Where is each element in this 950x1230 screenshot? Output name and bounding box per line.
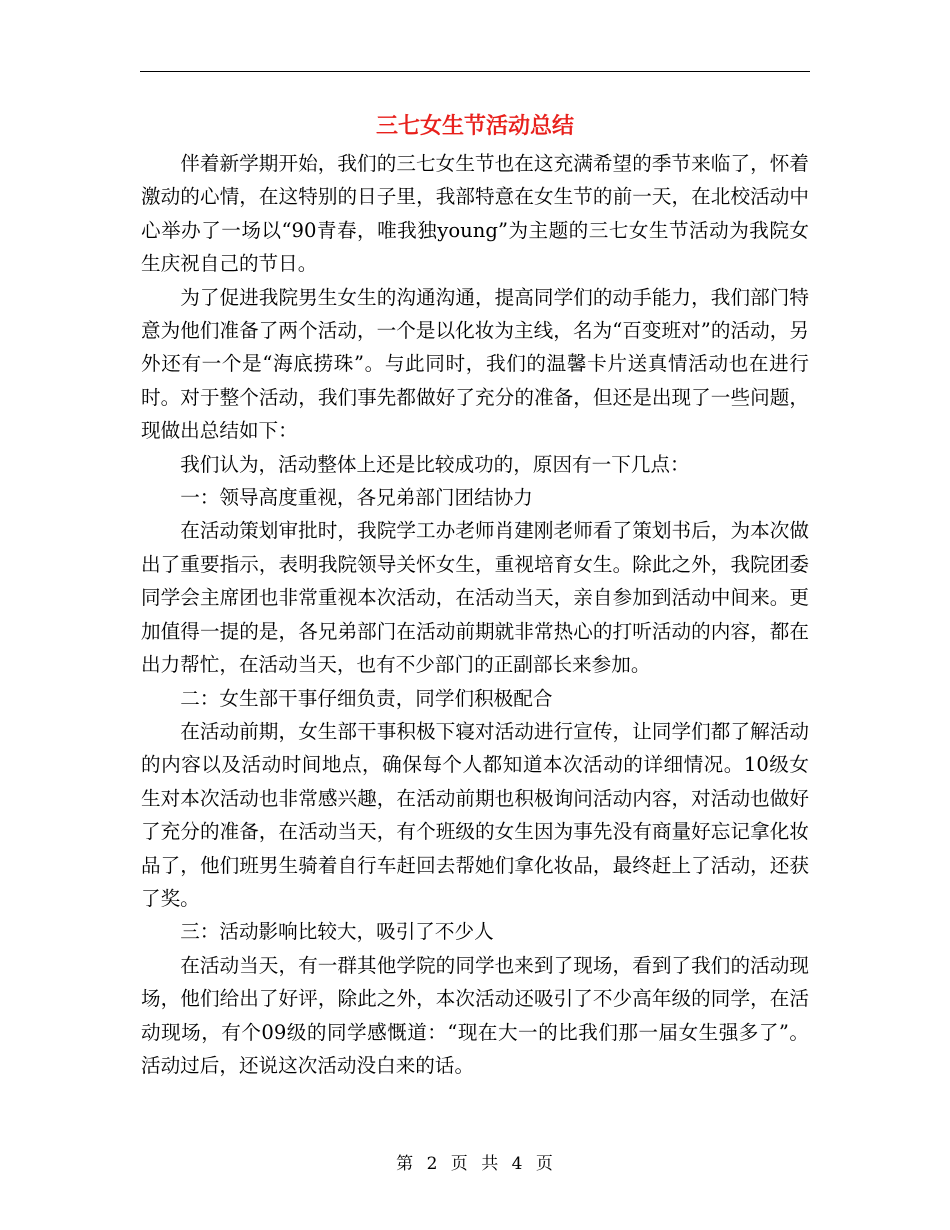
paragraph-section-3: 在活动当天，有一群其他学院的同学也来到了现场，看到了我们的活动现场，他们给出了好评，除此之外，本次活动还吸引了不少高年级的同学，在活动现场，有个09级的同学感慨道：“现在大一的比我们那一届女生强多了”。活动过后，还说这次活动没白来的话。 bbox=[141, 953, 809, 1077]
document-body bbox=[141, 147, 809, 1082]
header-rule bbox=[140, 71, 810, 72]
paragraph-intro: 伴着新学期开始，我们的三七女生节也在这充满希望的季节来临了，怀着激动的心情，在这特别的日子里，我部特意在女生节的前一天，在北校活动中心举办了一场以“90青春，唯我独young”为主题的三七女生节活动为我院女生庆祝自己的节日。 bbox=[141, 152, 809, 276]
paragraph-section-2: 在活动前期，女生部干事积极下寝对活动进行宣传，让同学们都了解活动的内容以及活动时间地点，确保每个人都知道本次活动的详细情况。10级女生对本次活动也非常感兴趣，在活动前期也积极询问活动内容，对活动也做好了充分的准备，在活动当天，有个班级的女生因为事先没有商量好忘记拿化妆品了，他们班男生骑着自行车赶回去帮她们拿化妆品，最终赶上了活动，还获了奖。 bbox=[141, 719, 809, 910]
paragraph-section-1: 在活动策划审批时，我院学工办老师肖建刚老师看了策划书后，为本次做出了重要指示，表明我院领导关怀女生，重视培育女生。除此之外，我院团委同学会主席团也非常重视本次活动，在活动当天，亲自参加到活动中间来。更加值得一提的是，各兄弟部门在活动前期就非常热心的打听活动的内容，都在出力帮忙，在活动当天，也有不少部门的正副部长来参加。 bbox=[141, 519, 809, 677]
paragraph-summary-lead: 我们认为，活动整体上还是比较成功的，原因有一下几点： bbox=[180, 452, 690, 476]
page-number: 第 2 页 共 4 页 bbox=[396, 1154, 554, 1174]
paragraph-activities: 为了促进我院男生女生的沟通沟通，提高同学们的动手能力，我们部门特意为他们准备了两个活动，一个是以化妆为主线，名为“百变班对”的活动，另外还有一个是“海底捞珠”。与此同时，我们的温馨卡片送真情活动也在进行时。对于整个活动，我们事先都做好了充分的准备，但还是出现了一些问题，现做出总结如下： bbox=[141, 285, 809, 443]
section-heading-2: 二：女生部干事仔细负责，同学们积极配合 bbox=[180, 686, 553, 710]
section-heading-3: 三：活动影响比较大，吸引了不少人 bbox=[180, 920, 494, 944]
section-heading-1: 一：领导高度重视，各兄弟部门团结协力 bbox=[180, 486, 533, 510]
document-title: 三七女生节活动总结 bbox=[375, 113, 574, 139]
